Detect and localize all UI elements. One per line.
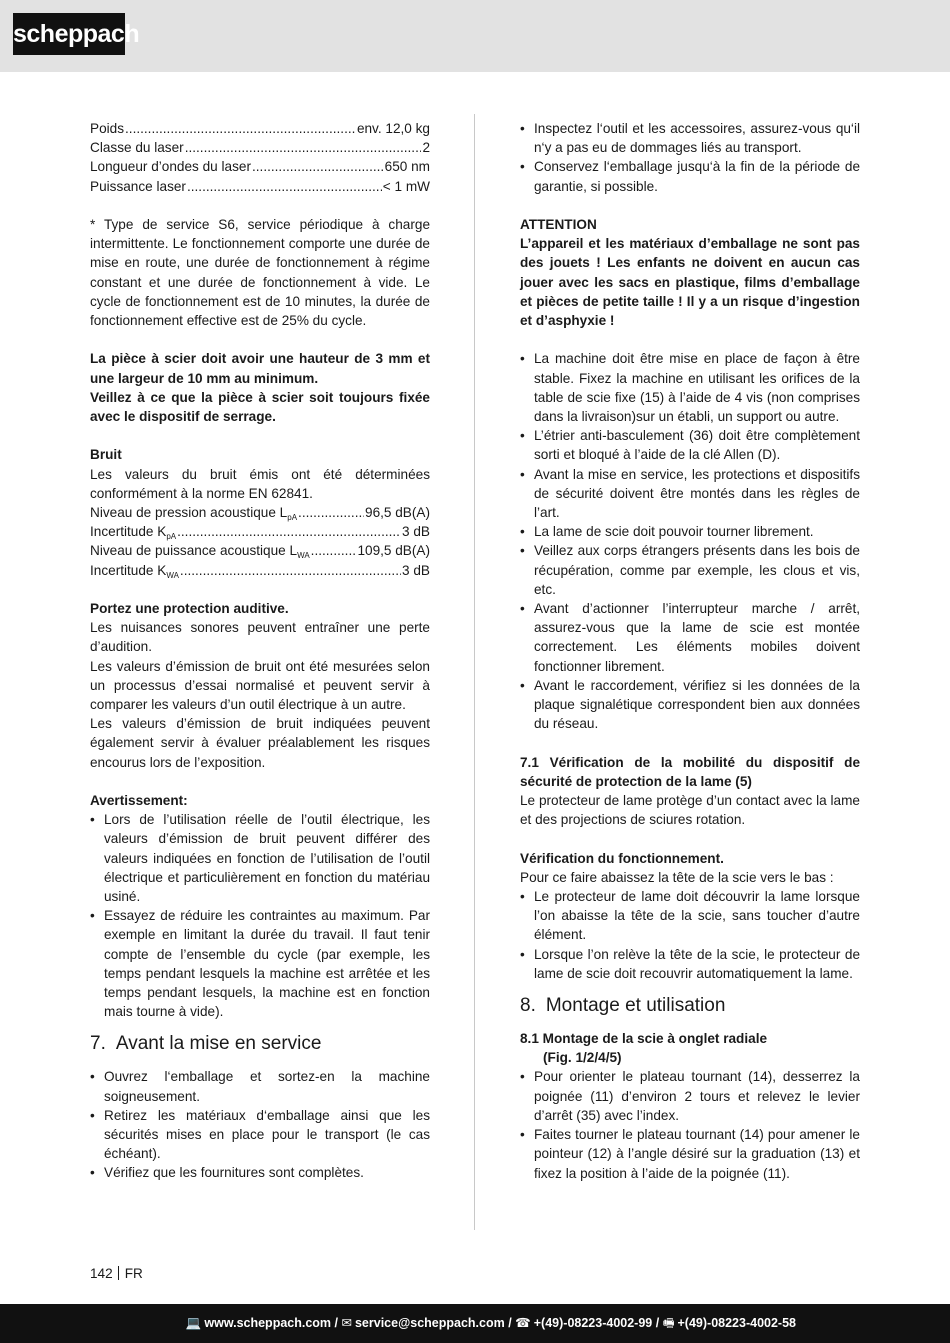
warning-heading: Avertissement: <box>90 793 188 809</box>
list-item: • Essayez de réduire les contraintes au maximum. Par exemple en limitant la durée du travail. Il faut tenir compte de l’ensemble du cycle (par exemple, les temps pendant lesquels la machine est arrêtée et les temps pendant lesquels, la machine est en fonction mais tourne à vide). <box>90 906 430 1021</box>
section-8-heading: 8. Montage et utilisation <box>520 995 726 1017</box>
spec-list <box>90 119 430 196</box>
page-header <box>0 0 950 72</box>
list-item: • Retirez les matériaux d‘emballage ainsi que les sécurités mises en place pour le transport (le cas échéant). <box>90 1106 430 1164</box>
list-item: • Lorsque l’on relève la tête de la scie, le protecteur de lame de scie doit recouvrir automatiquement la lame. <box>520 945 860 983</box>
list-item: • Conservez l‘emballage jusqu‘à la fin de la période de garantie, si possible. <box>520 157 860 195</box>
section-7-heading: 7. Avant la mise en service <box>90 1033 322 1055</box>
list-item: • Avant le raccordement, vérifiez si les données de la plaque signalétique correspondent bien aux données du réseau. <box>520 676 860 734</box>
hearing-paragraph: Les valeurs d’émission de bruit ont été mesurées selon un processus d’essai normalisé et peuvent servir à comparer les valeurs d’un outil électrique à un autre. <box>90 658 430 713</box>
hearing-protection-heading: Portez une protection auditive. <box>90 601 289 617</box>
noise-row: Niveau de pression acoustique $L_{pA}$ ..... 96,5 dB(A) <box>90 503 430 522</box>
computer-icon: 💻 <box>185 1316 202 1330</box>
service-type-note: * Type de service S6, service périodique à charge intermittente. Le fonctionnement comporte une durée de mise en route, une durée de fonctionnement à régime constant et une durée de fonctionnement à vide. Le cycle de fonctionnement est de 10 minutes, la durée de fonctionnement effective est de 25% du cycle. <box>90 217 430 329</box>
function-check-heading: Vérification du fonctionnement. <box>520 850 724 866</box>
page-footer: 💻 www.scheppach.com / ✉ service@scheppach.com / ☎ +(49)-08223-4002-99 / 🖷 +(49)-08223-4002-58 <box>0 1304 950 1343</box>
section-8-1-heading: 8.1 Montage de la scie à onglet radiale <box>520 1031 768 1047</box>
list-item: • Le protecteur de lame doit découvrir la lame lorsque l’on abaisse la tête de la scie, sans toucher d’autre élément. <box>520 887 860 945</box>
list-item: • Avant d’actionner l’interrupteur marche / arrêt, assurez-vous que la lame de scie est montée correctement. Les éléments mobiles doivent fonctionner librement. <box>520 599 860 676</box>
spec-row: Puissance laser ..... < 1 mW <box>90 177 430 196</box>
list-item: • Ouvrez l‘emballage et sortez-en la machine soigneusement. <box>90 1067 430 1105</box>
footer-email: service@scheppach.com <box>354 1316 505 1330</box>
noise-row: Incertitude $K_{pA}$ ..... 3 dB <box>90 522 430 541</box>
list-item: • La machine doit être mise en place de façon à être stable. Fixez la machine en utilisant les orifices de la table de scie fixe (15) à l’aide de 4 vis (non comprises dans la livraison)sur un établi, un support ou autre. <box>520 349 860 426</box>
right-column <box>520 119 860 1183</box>
list-item: • Vérifiez que les fournitures sont complètes. <box>90 1163 430 1182</box>
phone-icon: ☎ <box>515 1316 531 1330</box>
email-icon: ✉ <box>341 1316 352 1330</box>
inspection-list <box>520 119 860 196</box>
list-item: • Veillez aux corps étrangers présents dans les bois de récupération, comme par exemple, les clous et vis, etc. <box>520 541 860 599</box>
function-check-intro: Pour ce faire abaissez la tête de la scie vers le bas : <box>520 869 834 885</box>
warning-list <box>90 810 430 1021</box>
scheppach-logo: scheppach <box>13 13 125 55</box>
hearing-paragraph: Les nuisances sonores peuvent entraîner une perte d’audition. <box>90 620 430 655</box>
spec-row: Classe du laser ..... 2 <box>90 138 430 157</box>
spec-row: Poids ..... env. 12,0 kg <box>90 119 430 138</box>
footer-website: www.scheppach.com <box>204 1316 332 1330</box>
noise-row: Niveau de puissance acoustique $L_{WA}$ ..... 109,5 dB(A) <box>90 541 430 560</box>
function-check-list <box>520 887 860 983</box>
noise-heading: Bruit <box>90 447 122 463</box>
page-number: 142 FR <box>90 1266 143 1281</box>
hearing-paragraph: Les valeurs d’émission de bruit indiquées peuvent également servir à évaluer préalablement les risques encourus lors de l’exposition. <box>90 716 430 770</box>
column-divider <box>474 114 475 1230</box>
setup-list <box>520 349 860 733</box>
workpiece-clamp-warning: Veillez à ce que la pièce à scier soit toujours fixée avec le dispositif de serrage. <box>90 389 430 425</box>
fax-icon: 🖷 <box>662 1316 675 1330</box>
noise-values <box>90 503 430 580</box>
workpiece-size-warning: La pièce à scier doit avoir une hauteur de 3 mm et une largeur de 10 mm au minimum. <box>90 351 430 386</box>
attention-heading: ATTENTION <box>520 217 597 232</box>
section-7-1-text: Le protecteur de lame protège d’un contact avec la lame et des projections de sciures rotation. <box>520 793 860 828</box>
list-item: • Pour orienter le plateau tournant (14), desserrez la poignée (11) d’environ 2 tours et relevez le levier d’arrêt (35) avec l’index. <box>520 1067 860 1125</box>
list-item: • Inspectez l‘outil et les accessoires, assurez-vous qu‘il n‘y a pas eu de dommages liés au transport. <box>520 119 860 157</box>
left-column <box>90 119 430 1183</box>
list-item: • L’étrier anti-basculement (36) doit être complètement sorti et bloqué à l’aide de la clé Allen (D). <box>520 426 860 464</box>
footer-fax: +(49)-08223-4002-58 <box>677 1316 796 1330</box>
section-7-list <box>90 1067 430 1182</box>
list-item: • Faites tourner le plateau tournant (14) pour amener le pointeur (12) à l’angle désiré sur la graduation (13) et fixez la position à l’aide de la poignée (11). <box>520 1125 860 1183</box>
noise-intro: Les valeurs du bruit émis ont été déterminées conformément à la norme EN 62841. <box>90 466 430 501</box>
footer-phone: +(49)-08223-4002-99 <box>533 1316 653 1330</box>
list-item: • La lame de scie doit pouvoir tourner librement. <box>520 522 860 541</box>
list-item: • Lors de l’utilisation réelle de l’outil électrique, les valeurs d’émission de bruit peuvent différer des valeurs indiquées en fonction de l’utilisation de l’outil électrique et particulièrement en fonction du matériau usiné. <box>90 810 430 906</box>
noise-row: Incertitude $K_{WA}$ ..... 3 dB <box>90 561 430 580</box>
section-8-1-figure-ref: (Fig. 1/2/4/5) <box>543 1050 622 1066</box>
spec-row: Longueur d’ondes du laser ..... 650 nm <box>90 157 430 176</box>
section-8-1-list <box>520 1067 860 1182</box>
list-item: • Avant la mise en service, les protections et dispositifs de sécurité doivent être montés dans les règles de l’art. <box>520 465 860 523</box>
attention-text: L’appareil et les matériaux d’emballage ne sont pas des jouets ! Les enfants ne doivent en aucun cas jouer avec les sacs en plastique, films d’emballage et pièces de petite taille ! Il y a un risque d’ingestion et d’asphyxie ! <box>520 236 860 329</box>
section-7-1-heading: 7.1 Vérification de la mobilité du dispositif de sécurité de protection de la lame (5) <box>520 754 860 789</box>
